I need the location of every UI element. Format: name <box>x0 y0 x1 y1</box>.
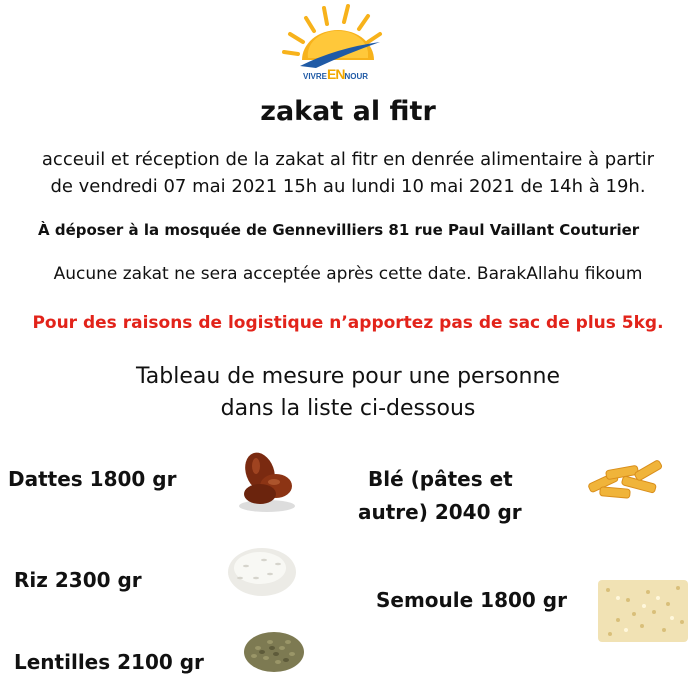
logo-wordmark: VIVREENNOUR <box>303 66 369 82</box>
semolina-photo <box>598 580 688 642</box>
deadline-notice: Aucune zakat ne sera acceptée après cette date. BarakAllahu fikoum <box>53 264 643 284</box>
rice-photo <box>226 538 298 598</box>
item-riz: Riz 2300 gr <box>14 568 142 592</box>
drop-off-address: À déposer à la mosquée de Gennevilliers 81 rue Paul Vaillant Couturier <box>38 221 640 239</box>
pasta-photo <box>582 458 668 506</box>
item-ble-line-1: Blé (pâtes et <box>368 467 513 491</box>
item-lentilles: Lentilles 2100 gr <box>14 650 204 674</box>
item-dattes: Dattes 1800 gr <box>8 467 177 491</box>
dates-photo <box>236 442 298 514</box>
weight-warning: Pour des raisons de logistique n’apportez pas de sac de plus 5kg. <box>32 313 664 333</box>
item-semoule: Semoule 1800 gr <box>376 588 567 612</box>
table-heading-line-2: dans la liste ci-dessous <box>220 396 476 421</box>
intro-text-line-1: acceuil et réception de la zakat al fitr en denrée alimentaire à partir <box>41 149 655 170</box>
item-ble-line-2: autre) 2040 gr <box>358 500 522 524</box>
lentils-photo <box>242 618 306 676</box>
table-heading-line-1: Tableau de mesure pour une personne <box>136 364 560 389</box>
intro-text-line-2: de vendredi 07 mai 2021 15h au lundi 10 mai 2021 de 14h à 19h. <box>50 176 646 197</box>
page-title: zakat al fitr <box>260 96 436 127</box>
